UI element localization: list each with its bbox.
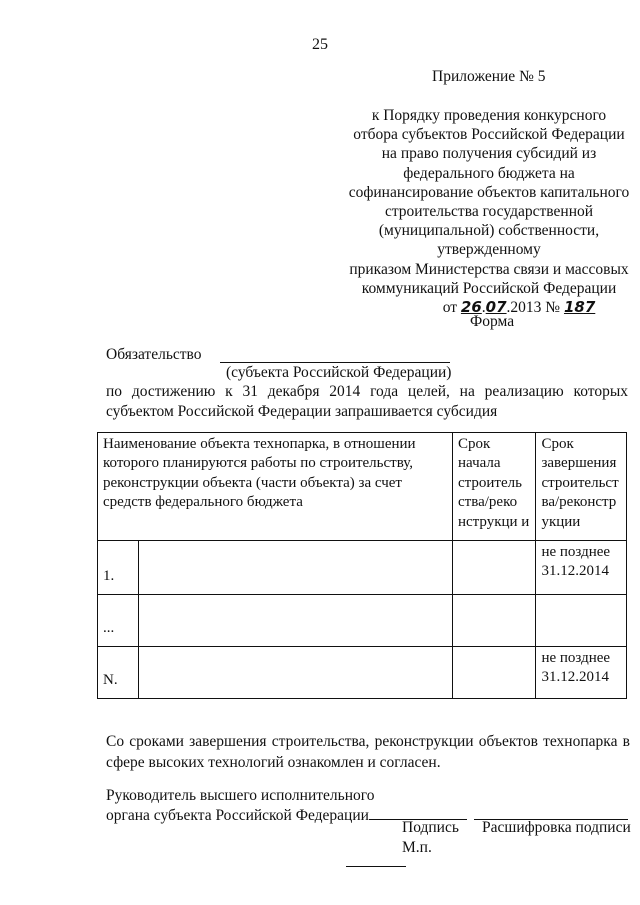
row-start-cell[interactable] [452,595,535,647]
objects-table [97,432,627,699]
form-label: Форма [470,313,515,330]
row-number: N. [98,647,139,699]
table-header-row [98,433,627,541]
goals-text: по достижению к 31 декабря 2014 года целей, на реализацию которых субъектом Российской Федерации запрашивается субсидия [106,383,628,420]
row-start-cell[interactable] [452,647,535,699]
row-number: ... [98,595,139,647]
appendix-line: строительства государственной [384,203,594,221]
obligation-fill-line[interactable] [220,362,450,363]
appendix-line: на право получения субсидий из [381,145,597,163]
obligation-row [106,346,636,381]
header-end: Срок завершения строительст ва/реконстр укции [536,433,627,541]
appendix-line: федерального бюджета на [403,164,575,182]
appendix-line: софинансирование объектов капитального [348,183,630,201]
acknowledgement-text: Со сроками завершения строительства, реконструкции объектов технопарка в сфере высоких технологий ознакомлен и согласен. [106,733,630,771]
footnote-divider [346,866,406,867]
row-name-cell[interactable] [139,541,453,595]
signatory-line2: органа субъекта Российской Федерации [106,807,369,824]
appendix-line: (муниципальной) собственности, [378,222,600,240]
row-start-cell[interactable] [452,541,535,595]
date-year: .2013 № [506,299,561,317]
appendix-date-line: от 26.07.2013 № 187 [442,298,596,317]
signature-decode-label: Расшифровка подписи [482,819,631,836]
signature-label: Подпись [402,819,459,836]
row-end-cell: не позднее 31.12.2014 [536,647,627,699]
row-number: 1. [98,541,139,595]
obligation-hint: (субъекта Российской Федерации) [226,364,452,381]
table-row [98,541,627,595]
signatory-title [106,786,374,826]
date-month-handwritten: 07 [485,298,507,317]
appendix-line: утвержденному [437,241,541,259]
signatory-line1: Руководитель высшего исполнительного [106,787,375,804]
order-number-handwritten: 187 [563,298,596,317]
header-start: Срок начала строитель ства/реко нструкци и [452,433,535,541]
stamp-label: М.п. [402,839,432,856]
row-end-cell: не позднее 31.12.2014 [536,541,627,595]
row-name-cell[interactable] [139,595,453,647]
appendix-line: к Порядку проведения конкурсного [371,107,607,124]
row-end-cell[interactable] [536,595,627,647]
page-number: 25 [312,36,328,53]
appendix-line: приказом Министерства связи и массовых [349,260,629,278]
obligation-label: Обязательство [106,346,202,363]
table-row [98,647,627,699]
appendix-line: коммуникаций Российской Федерации [361,279,617,297]
appendix-line: отбора субъектов Российской Федерации [353,126,625,144]
date-day-handwritten: 26 [460,298,482,317]
appendix-description [340,106,638,317]
table-row [98,595,627,647]
header-name: Наименование объекта технопарка, в отношении которого планируются работы по строительству, реконструкции объекта (части объекта) за счет средств федерального бюджета [98,433,453,541]
date-prefix: от [442,299,458,317]
appendix-title: Приложение № 5 [432,68,546,85]
row-name-cell[interactable] [139,647,453,699]
